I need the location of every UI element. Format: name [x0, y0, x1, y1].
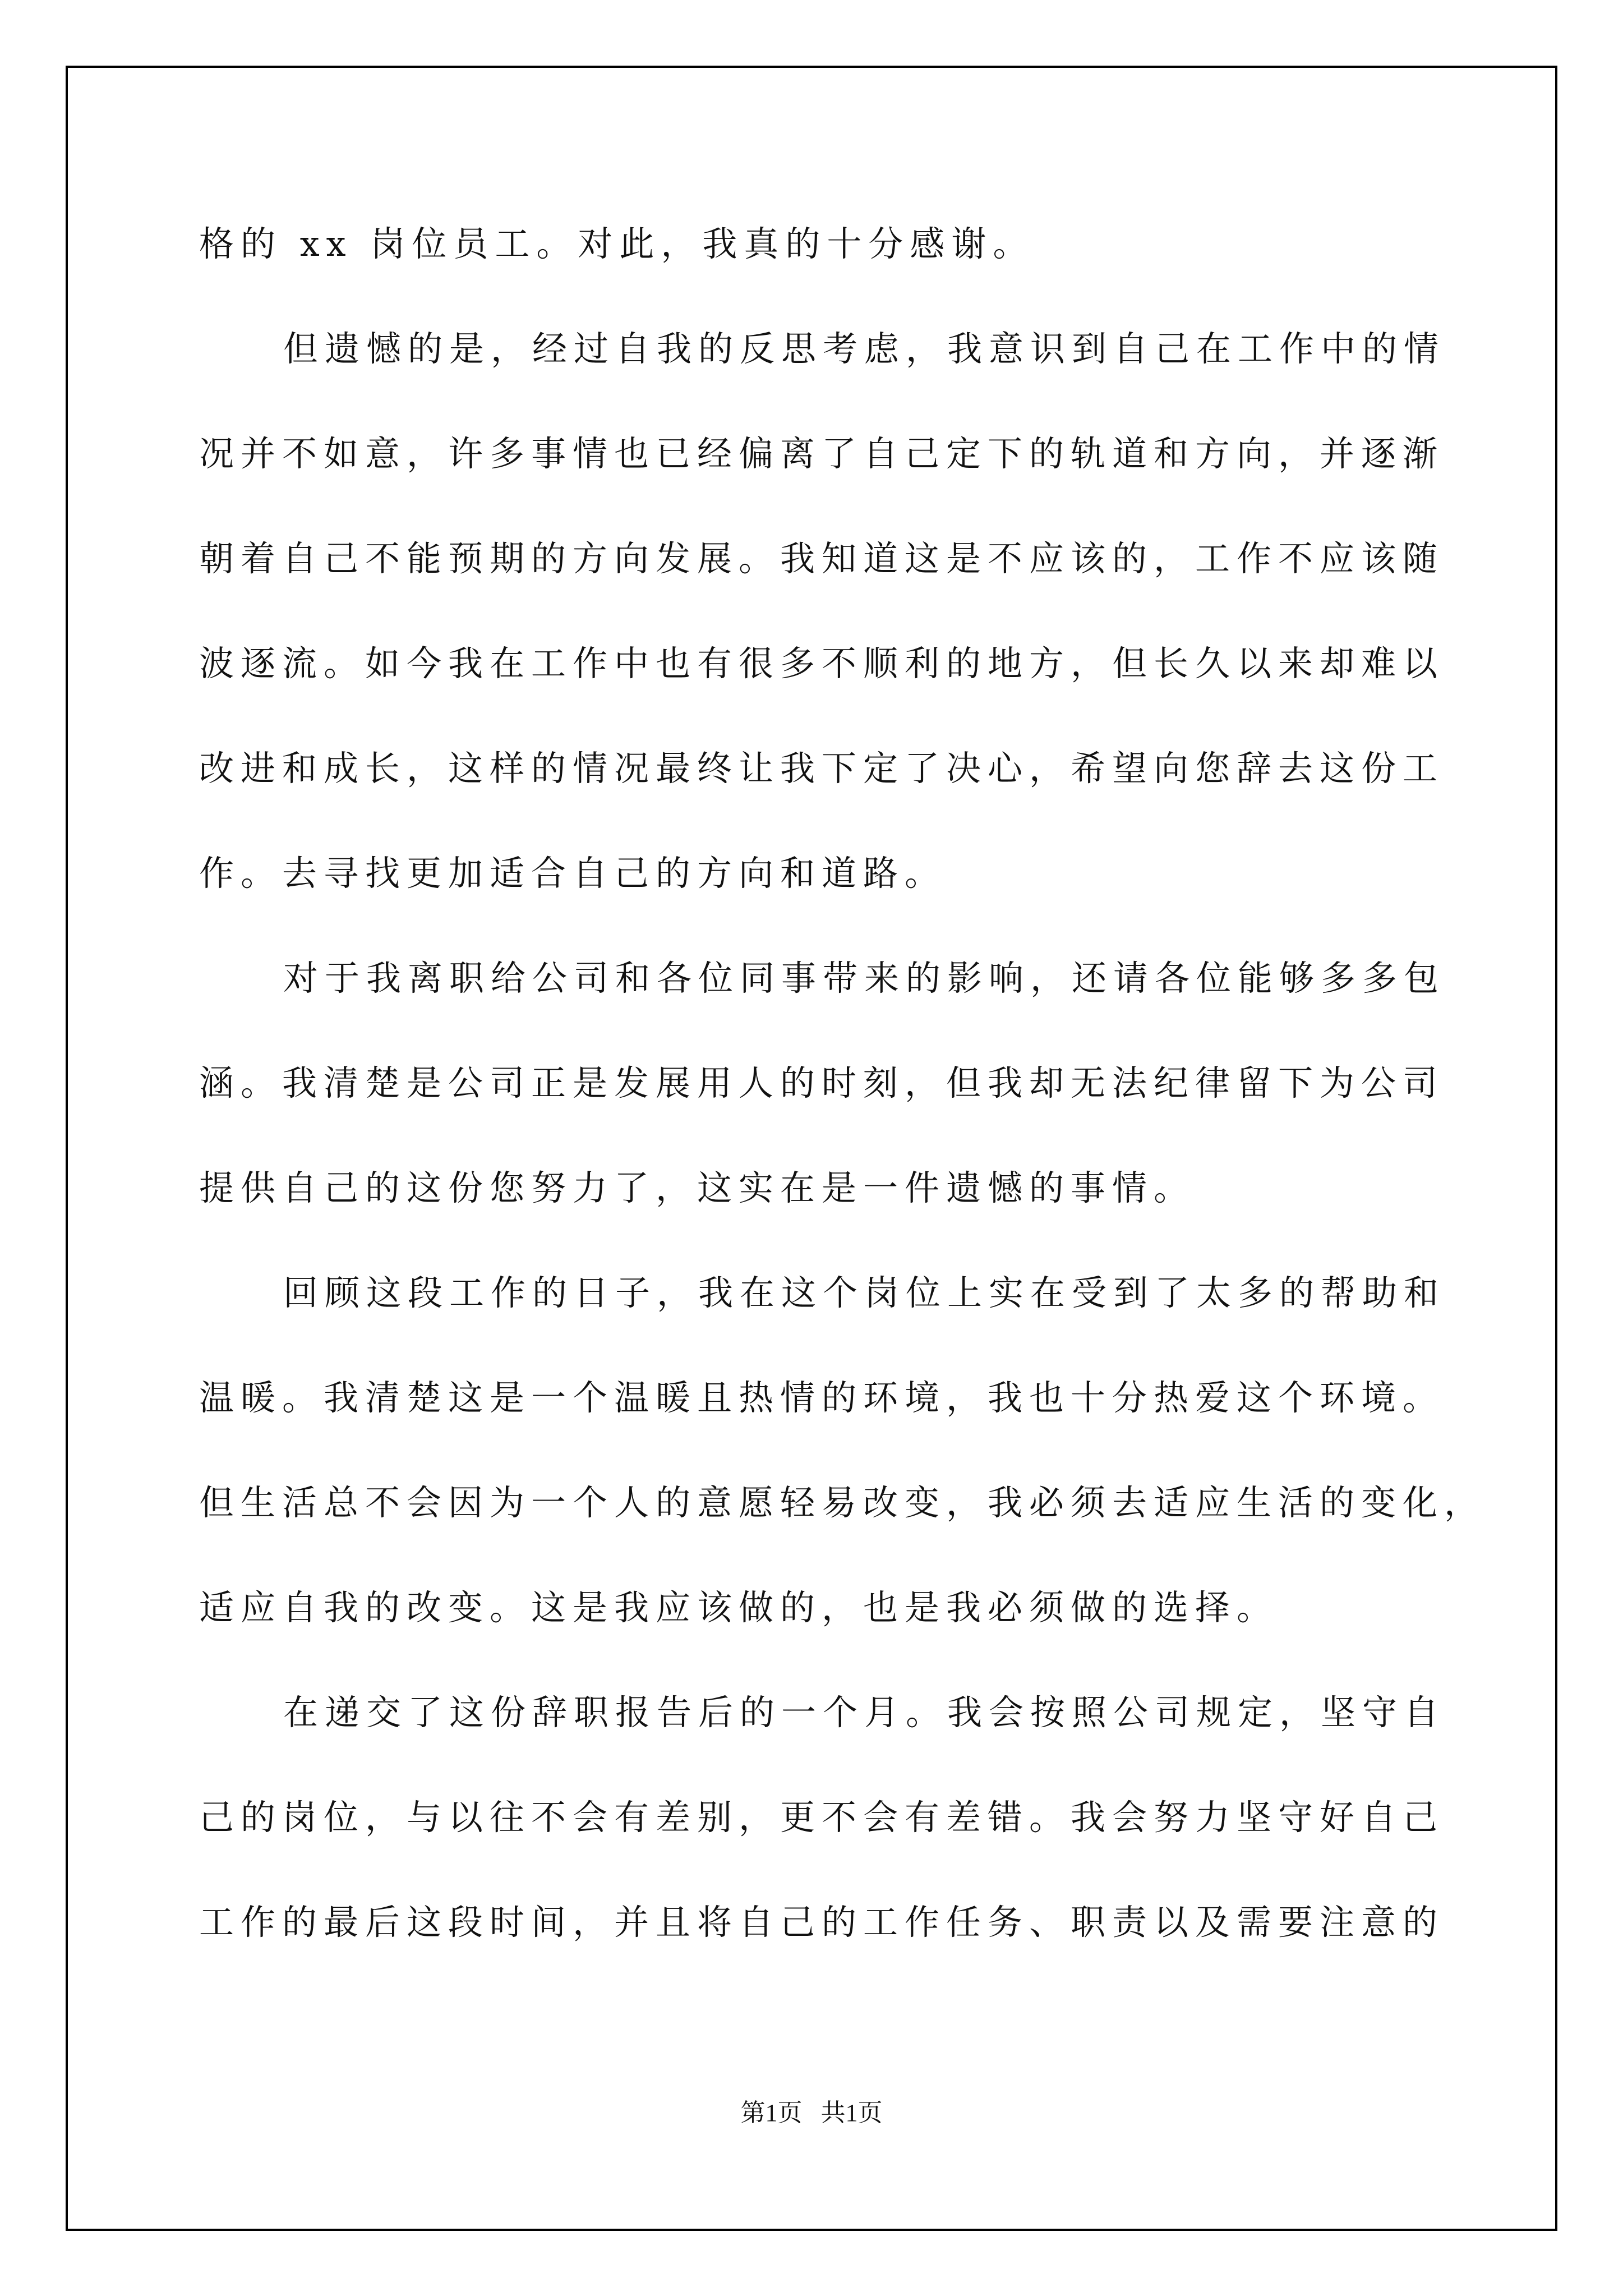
- paragraph-start-line: 回顾这段工作的日子，我在这个岗位上实在受到了太多的帮助和: [283, 1272, 1446, 1313]
- text-line: 涵。我清楚是公司正是发展用人的时刻，但我却无法纪律留下为公司: [199, 1062, 1445, 1103]
- text-line: 工作的最后这段时间，并且将自己的工作任务、职责以及需要注意的: [199, 1902, 1445, 1943]
- text-line: 况并不如意，许多事情也已经偏离了自己定下的轨道和方向，并逐渐: [199, 433, 1445, 474]
- text-line: 波逐流。如今我在工作中也有很多不顺利的地方，但长久以来却难以: [199, 643, 1445, 684]
- text-line: 提供自己的这份您努力了，这实在是一件遗憾的事情。: [199, 1167, 1196, 1208]
- text-line: 格的 xx 岗位员工。对此，我真的十分感谢。: [199, 223, 1035, 264]
- paragraph-start-line: 在递交了这份辞职报告后的一个月。我会按照公司规定，坚守自: [283, 1692, 1446, 1733]
- page-footer: 第1页 共1页: [740, 2099, 883, 2127]
- text-line: 温暖。我清楚这是一个温暖且热情的环境，我也十分热爱这个环境。: [199, 1377, 1445, 1418]
- paragraph-start-line: 对于我离职给公司和各位同事带来的影响，还请各位能够多多包: [283, 958, 1446, 999]
- text-line: 作。去寻找更加适合自己的方向和道路。: [199, 853, 947, 894]
- text-line: 朝着自己不能预期的方向发展。我知道这是不应该的，工作不应该随: [199, 538, 1445, 579]
- text-line: 适应自我的改变。这是我应该做的，也是我必须做的选择。: [199, 1587, 1279, 1628]
- paragraph-start-line: 但遗憾的是，经过自我的反思考虑，我意识到自己在工作中的情: [283, 328, 1446, 369]
- text-line: 改进和成长，这样的情况最终让我下定了决心，希望向您辞去这份工: [199, 748, 1445, 789]
- text-line: 己的岗位，与以往不会有差别，更不会有差错。我会努力坚守好自己: [199, 1797, 1445, 1838]
- text-line: 但生活总不会因为一个人的意愿轻易改变，我必须去适应生活的变化，: [199, 1482, 1486, 1523]
